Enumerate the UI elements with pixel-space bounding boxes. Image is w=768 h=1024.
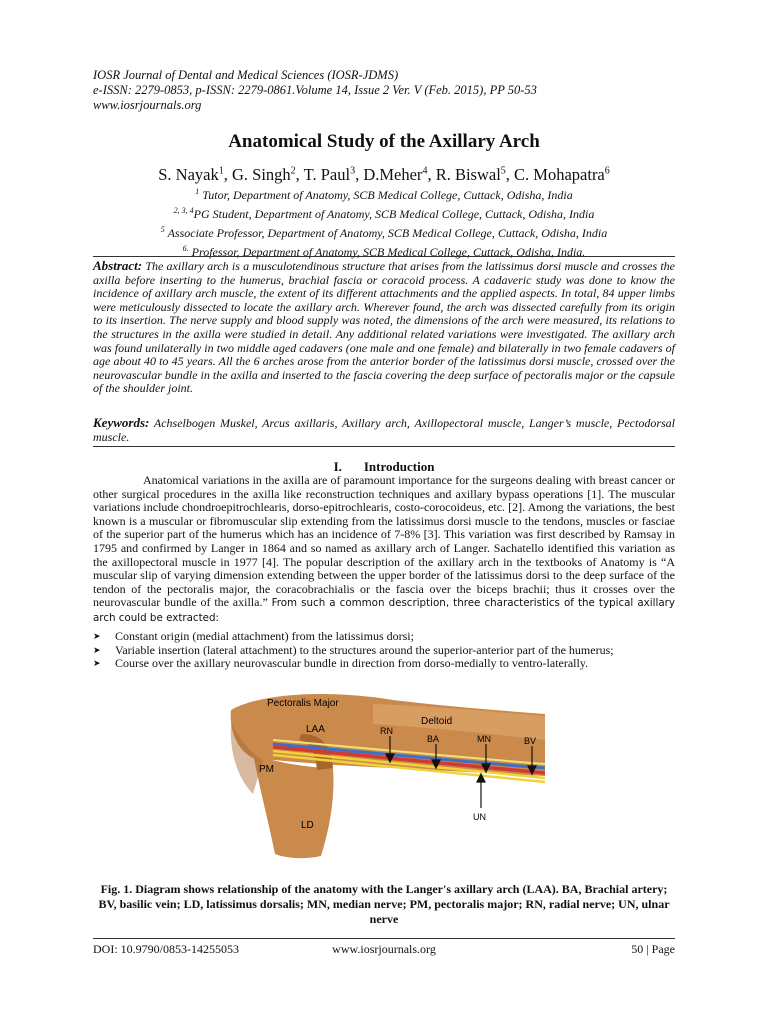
keywords-text: Achselbogen Muskel, Arcus axillaris, Axillary arch, Axillopectoral muscle, Langer’s muscle, Pectodorsal muscle.: [93, 416, 675, 444]
label-ba: BA: [427, 734, 440, 744]
affiliation-text: Professor, Department of Anatomy, SCB Medical College, Cuttack, Odisha, India.: [188, 245, 586, 259]
footer-rule: [93, 938, 675, 939]
abstract-label: Abstract:: [93, 258, 143, 273]
list-item-text: Variable insertion (lateral attachment) to the structures around the superior-anterior part of the humerus;: [115, 642, 614, 657]
page-number: 50: [631, 942, 644, 956]
label-laa: LAA: [306, 724, 325, 735]
affiliation-mark: 1: [195, 187, 200, 196]
intro-paragraph: [93, 474, 675, 626]
footer-page: [631, 942, 675, 957]
author-list: S. Nayak$^1$, G. Singh$^2$, T. Paul$^3$, D.Meher$^4$, R. Biswal$^5$, C. Mohapatra$^6$: [158, 165, 610, 184]
label-bv: BV: [524, 736, 537, 746]
intro-paragraph-text: Anatomical variations in the axilla are of paramount importance for the surgeons dealing with breast cancer or other surgical procedures in the axilla like reconstruction techniques and axillary bypass operations [1]. The muscular variations include chondroepitrochlearis, dorso-epitrochlearis, costo-corocoideus, etc. [2]. Among the variations, the best known is a muscular or fibromuscular slip extending from the latissimus dorsi muscle to the tendons, muscles or fasciae of the superior part of the humerus which has an incidence of 7-8% [3]. This variation was first described by Ramsay in 1795 and confirmed by Langer in 1864 and so named as axillary arch of Langer. Sachatello identified this variation as the axillopectoral muscle in 1977 [4]. The popular description of the axillary arch in the textbooks of Anatomy is “A muscular slip of varying dimension extending between the upper border of the latissimus dorsi to the deep surface of the tendon of the pectoralis major, the coracobrachialis or the fascia over the biceps brachii; thus it crosses over the neurovascular bundle of the axilla.”: [93, 473, 675, 610]
abstract-top-rule: [93, 256, 675, 257]
journal-name: IOSR Journal of Dental and Medical Sciences (IOSR-JDMS): [93, 68, 399, 82]
affiliation-mark: 5: [160, 225, 165, 234]
section-title: Introduction: [363, 459, 435, 474]
label-ld: LD: [301, 820, 314, 831]
affiliation-line: [0, 222, 768, 241]
list-item: [93, 657, 675, 671]
affiliation-mark: 6.: [182, 244, 189, 253]
affiliation-text: PG Student, Department of Anatomy, SCB Medical College, Cuttack, Odisha, India: [193, 207, 595, 221]
author-affiliation-mark: 5: [500, 165, 506, 177]
arrow-bullet-icon: ➤: [93, 658, 101, 669]
list-item-text: Course over the axillary neurovascular bundle in direction from dorso-medially to ventro-laterally.: [115, 656, 589, 671]
paper-title: Anatomical Study of the Axillary Arch: [228, 131, 540, 152]
author-affiliation-mark: 2: [290, 165, 296, 177]
label-mn: MN: [477, 734, 491, 744]
journal-issn: e-ISSN: 2279-0853, p-ISSN: 2279-0861.Volume 14, Issue 2 Ver. V (Feb. 2015), PP 50-53: [93, 83, 537, 97]
author-affiliation-mark: 3: [350, 165, 356, 177]
label-deltoid: Deltoid: [421, 716, 453, 727]
arrow-bullet-icon: ➤: [93, 631, 101, 641]
characteristics-list: [93, 630, 675, 671]
keywords-label: Keywords:: [93, 415, 150, 430]
footer-website[interactable]: www.iosrjournals.org: [332, 942, 436, 956]
author-name: T. Paul: [303, 165, 351, 184]
section-number: I.: [333, 459, 342, 474]
anatomy-figure: [223, 684, 545, 862]
introduction-body: [93, 474, 675, 626]
affiliation-mark: 2, 3, 4: [173, 206, 194, 215]
label-un: UN: [473, 812, 486, 822]
author-affiliation-mark: 1: [218, 165, 224, 177]
author-name: S. Nayak: [158, 165, 219, 184]
keywords-bottom-rule: [93, 446, 675, 447]
author-name: C. Mohapatra: [514, 165, 605, 184]
author-name: G. Singh: [231, 165, 291, 184]
abstract: [93, 259, 675, 396]
author-affiliation-mark: 4: [422, 165, 428, 177]
keywords: [93, 416, 675, 444]
label-pm: PM: [259, 764, 274, 775]
affiliation-text: Tutor, Department of Anatomy, SCB Medical College, Cuttack, Odisha, India: [199, 188, 573, 202]
arrow-bullet-icon: ➤: [93, 644, 101, 655]
list-item-text: Constant origin (medial attachment) from the latissimus dorsi;: [115, 629, 414, 643]
affiliation-line: [0, 203, 768, 222]
abstract-text: The axillary arch is a musculotendinous structure that arises from the latissimus dorsi muscle and crosses the axilla before inserting to the humerus, brachial fascia or coracoid process. A cadaveric study was done to know the incidence of axillary arch muscle, the extent of its different attachments and the applied aspects. In total, 84 upper limbs were meticulously dissected to locate the axillary arch. Wherever found, the arch was dissected carefully from its origin to its insertion. The nerve supply and blood supply was noted, the dimensions of the arch were measured, its relations to the structures in the axilla were studied in detail. Any additional related variations were investigated. The axillary arch was found unilaterally in two middle aged cadavers (one male and one female) and bilaterally in two female cadavers of age about 40 to 45 years. All the 6 arches arose from the anterior border of the latissimus dorsi muscle, crossed over the neurovascular bundle in the axilla and inserted to the fascia covering the deep surface of pectoralis major or the capsule of the shoulder joint.: [93, 259, 676, 396]
figure-caption: Fig. 1. Diagram shows relationship of the anatomy with the Langer's axillary arch (LAA). BA, Brachial artery; BV, basilic vein; LD, latissimus dorsalis; MN, median nerve; PM, pectoralis major; RN, radial nerve; UN, ulnar nerve: [98, 882, 670, 926]
journal-header: [93, 68, 537, 113]
list-item: [93, 630, 675, 644]
author-name: R. Biswal: [435, 165, 501, 184]
author-name: D.Meher: [363, 165, 423, 184]
affiliation-list: [0, 184, 768, 260]
affiliation-text: Associate Professor, Department of Anatomy, SCB Medical College, Cuttack, Odisha, India: [164, 226, 608, 240]
label-pectoralis-major: Pectoralis Major: [267, 698, 339, 709]
author-affiliation-mark: 6: [604, 165, 610, 177]
affiliation-line: [0, 184, 768, 203]
page-label: | Page: [643, 942, 675, 956]
footer-doi[interactable]: DOI: 10.9790/0853-14255053: [93, 942, 239, 956]
list-item: [93, 644, 675, 658]
axillary-arch-diagram: [223, 684, 545, 862]
journal-website[interactable]: www.iosrjournals.org: [93, 98, 202, 112]
label-rn: RN: [380, 726, 393, 736]
intro-tail-text: From such a common description, three characteristics of the typical axillary arch could be extracted:: [93, 597, 675, 624]
